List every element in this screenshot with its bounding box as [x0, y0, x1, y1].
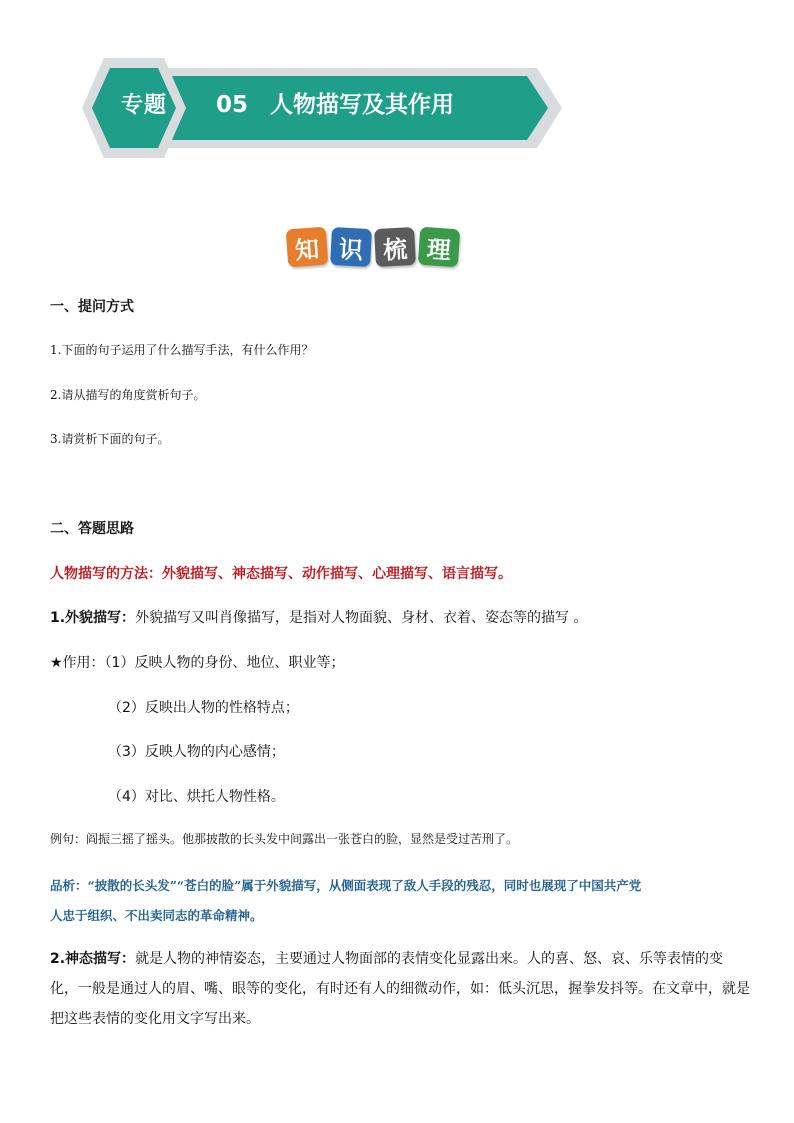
effect-4: （4）对比、烘托人物性格。 [108, 789, 285, 805]
banner-title-text: 人物描写及其作用 [270, 92, 455, 118]
effect-1: （1）反映人物的身份、地位、职业等； [104, 655, 345, 671]
banner-number: 05 [216, 92, 249, 118]
effect-label: ★作用： [50, 655, 105, 671]
section1-heading: 一、提问方式 [50, 299, 134, 315]
effect-3: （3）反映人物的内心感情； [108, 744, 285, 760]
example-sentence: 例句：阎振三摇了摇头。他那披散的长头发中间露出一张苍白的脸，显然是受过苦刑了。 [50, 832, 519, 846]
question-3: 3.请赏析下面的句子。 [50, 432, 170, 446]
effect-line-1 [50, 652, 344, 672]
question-1: 1.下面的句子运用了什么描写手法，有什么作用？ [50, 343, 314, 357]
methods-summary: 人物描写的方法：外貌描写、神态描写、动作描写、心理描写、语言描写。 [50, 566, 512, 582]
expression-label: 2.神态描写： [50, 951, 136, 967]
appearance-text: 外貌描写又叫肖像描写，是指对人物面貌、身材、衣着、姿态等的描写 。 [135, 610, 588, 626]
knowledge-char-1: 知 [286, 227, 329, 268]
expression-paragraph [50, 944, 750, 1034]
banner-title [216, 86, 454, 119]
knowledge-header [287, 228, 459, 268]
appearance-label: 1.外貌描写： [50, 610, 136, 626]
effect-2: （2）反映出人物的性格特点； [108, 700, 299, 716]
expression-text: 就是人物的神情姿态，主要通过人物面部的表情变化显露出来。人的喜、怒、哀、乐等表情的变化，一般是通过人的眉、嘴、眼等的变化，有时还有人的细微动作，如：低头沉思，握拳发抖等。在文章中，就是把这些表情的变化用文字写出来。 [50, 951, 750, 1027]
topic-banner [82, 58, 562, 158]
banner-tag: 专题 [120, 93, 167, 118]
knowledge-char-3: 梳 [374, 227, 416, 267]
analysis-line-1: 品析：“披散的长头发”“苍白的脸”属于外貌描写，从侧面表现了敌人手段的残忍，同时也展现了中国共产党 [50, 878, 642, 893]
section2-heading: 二、答题思路 [50, 521, 134, 537]
analysis-line-2: 人忠于组织、不出卖同志的革命精神。 [50, 908, 263, 923]
knowledge-char-4: 理 [418, 227, 461, 268]
question-2: 2.请从描写的角度赏析句子。 [50, 388, 206, 402]
knowledge-char-2: 识 [330, 227, 372, 267]
appearance-paragraph [50, 607, 588, 627]
